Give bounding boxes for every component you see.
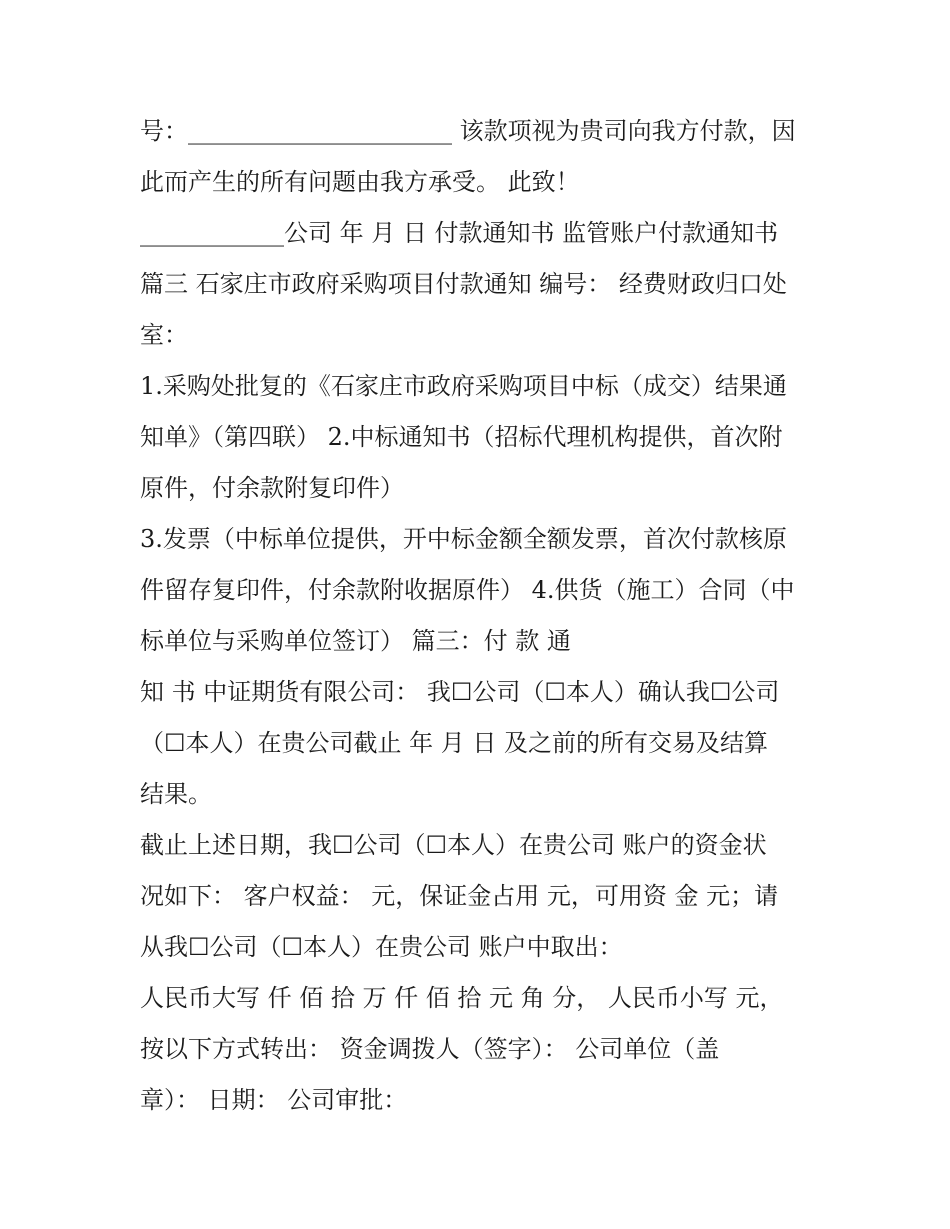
text-line-15: 截止上述日期，我☐公司（☐本人）在贵公司 账户的资金状 — [140, 831, 767, 859]
text-line-4: 篇三 石家庄市政府采购项目付款通知 编号： 经费财政归口处 — [140, 270, 787, 298]
text-line-20: 章）： 日期： 公司审批： — [140, 1086, 408, 1114]
text-line-2: 此而产生的所有问题由我方承受。 此致！ — [140, 168, 580, 196]
text-line-8: 原件，付余款附复印件） — [140, 474, 404, 502]
text-line-1: 号：______________________ 该款项视为贵司向我方付款，因 — [140, 117, 796, 145]
text-line-16: 况如下： 客户权益： 元，保证金占用 元，可用资 金 元；请 — [140, 882, 779, 910]
document-body — [140, 106, 820, 1126]
text-line-10: 件留存复印件，付余款附收据原件） 4.供货（施工）合同（中 — [140, 576, 795, 604]
text-line-6: 1.采购处批复的《石家庄市政府采购项目中标（成交）结果通 — [140, 372, 787, 400]
text-line-9: 3.发票（中标单位提供，开中标金额全额发票，首次付款核原 — [140, 525, 787, 553]
text-line-3: ____________公司 年 月 日 付款通知书 监管账户付款通知书 — [140, 219, 779, 247]
text-line-12: 知 书 中证期货有限公司： 我☐公司（☐本人）确认我☐公司 — [140, 678, 780, 706]
text-line-19: 按以下方式转出： 资金调拨人（签字）： 公司单位（盖 — [140, 1035, 720, 1063]
text-line-11: 标单位与采购单位签订） 篇三：付 款 通 — [140, 627, 571, 655]
text-line-18: 人民币大写 仟 佰 拾 万 仟 佰 拾 元 角 分， 人民币小写 元， — [140, 984, 784, 1012]
text-line-14: 结果。 — [140, 780, 212, 808]
text-line-13: （☐本人）在贵公司截止 年 月 日 及之前的所有交易及结算 — [140, 729, 769, 757]
text-line-17: 从我☐公司（☐本人）在贵公司 账户中取出： — [140, 933, 623, 961]
text-line-5: 室： — [140, 321, 188, 349]
text-line-7: 知单》（第四联） 2.中标通知书（招标代理机构提供，首次附 — [140, 423, 783, 451]
